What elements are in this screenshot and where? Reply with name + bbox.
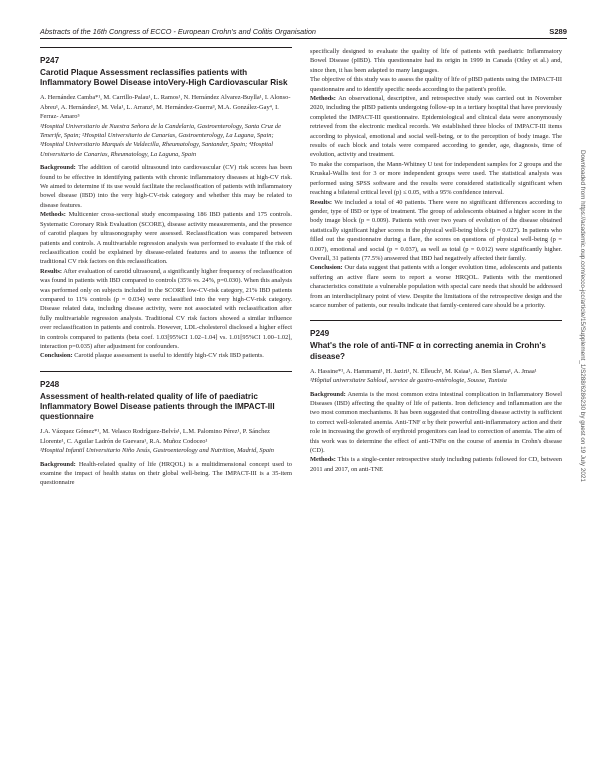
background-paragraph xyxy=(40,163,292,210)
objective-paragraph: The objective of this study was to assess the quality of life of pIBD patients using the IMPACT-III questionnaire and to identify specific needs according to the patient's profile. xyxy=(310,76,562,93)
section-text: Health-related quality of life (HRQOL) is a multidimensional concept used to examine the impact of health status on their global well-being. The IMPACT-III is a 35-item questionnaire xyxy=(40,460,292,487)
section-text: Carotid plaque assessment is useful to identify high-CV risk IBD patients. xyxy=(74,352,264,360)
conclusion-paragraph xyxy=(310,263,562,310)
affiliations: ¹Hospital Infantil Universitario Niño Jesús, Gastroenterology and Nutrition, Madrid, Spain xyxy=(40,447,274,455)
methods-paragraph xyxy=(40,210,292,266)
affiliations: ¹Hospital Universitario de Nuestra Señora de la Candelaria, Gastroenterology, Santa Cruz de Tenerife, Spain; ²Hospital Universitario de Canarias, Gastroenterology, La Laguna, Spain; ³Hospital Universitario Marqués de Valdecilla, Rheumatology, Santander, Spain; ⁴Hospital Universitario de Canarias, Rheumatology, La Laguna, Spain xyxy=(40,122,281,158)
background-paragraph xyxy=(40,460,292,488)
author-list: A. Hernández Camba*¹, M. Carrillo-Palau¹, L. Ramos¹, N. Hernández Alvarez-Buylla¹, I. Alonso-Abreu¹, A. Hernández², M. Vela¹, L. Arranz¹, M. Hernández-Guerra³, M.A. González-Gay⁴, I. Ferraz- Amaro⁵ xyxy=(40,94,291,121)
section-label: Results: xyxy=(40,267,63,275)
section-text: The addition of carotid ultrasound into cardiovascular (CV) risk scores has been found to be effective in identifying patients with chronic inflammatory diseases at high-CV risk. We aimed to determine if its use would facilitate the reclassification of patients with inflammatory bowel disease (IBD) into the very high-CV-risk category and whether this may be related to disease features. xyxy=(40,164,292,209)
section-label: Methods: xyxy=(310,456,336,464)
abstract-id: P247 xyxy=(40,56,60,65)
background-paragraph xyxy=(310,390,562,456)
section-label: Results: xyxy=(310,198,333,206)
section-text: We included a total of 40 patients. There were no significant differences according to gender, type of IBD or type of treatment. The group of adolescents obtained a higher score in the body image block (p = 0.009). Patients with over two years of evolution of the disease obtained statistically significant higher scores in the physical well-being block (p = 0.027). In patients who filled out the questionnaire during a flare, the scores on questions of physical well-being (p = 0.007), emotional and social (p = 0.037), as well as total (p = 0.012) were significantly higher. Overall, 31 patients (77.5%) answered that IBD had negatively affected their family. xyxy=(310,198,563,262)
section-label: Methods: xyxy=(310,95,336,103)
affiliations: ¹Hôpital universitaire Sahloul, service de gastro-entérologie, Sousse, Tunisia xyxy=(310,377,507,385)
abstract-title: Carotid Plaque Assessment reclassifies patients with Inflammatory Bowel Disease intoVery-High Cardiovascular Risk xyxy=(40,68,288,88)
header-rule xyxy=(40,38,567,39)
section-label: Background: xyxy=(40,164,76,172)
abstract-id: P248 xyxy=(40,379,60,389)
methods-paragraph-2: To make the comparison, the Mann-Whitney U test for independent samples for 2 groups and the Kruskal-Wallis test for 3 or more independent groups were used. The statistical analysis was performed using SPSS software and the results were considered statistically significant when reaching a bilateral critical level (p) ≤ 0.05, with a 95% confidence interval. xyxy=(310,160,562,197)
abstract-p249 xyxy=(310,320,562,474)
abstract-title: Assessment of health-related quality of life of paediatric Inflammatory Bowel Disease patients through the IMPACT-III questionnaire xyxy=(40,391,275,422)
left-column xyxy=(40,47,292,488)
section-text: This is a single-center retrospective study including patients followed for CD, between 2011 and 2017, on anti-TNE xyxy=(310,456,562,473)
methods-paragraph xyxy=(310,94,562,160)
right-column xyxy=(310,47,562,474)
section-text: Multicenter cross-sectional study encompassing 186 IBD patients and 175 controls. Systematic Coronary Risk Evaluation (SCORE), disease activity measurements, and the presence of carotid plaques by ultrasonography were assessed. Reclassification was compared between patients and controls. A multivariable regression analysis was performed to evaluate if the risk of reclassification could be explained by disease-related features and to assess the influence of traditional CV risk factors on this reclassification. xyxy=(40,211,292,266)
spacer xyxy=(40,361,292,371)
abstract-p248 xyxy=(40,371,292,488)
running-head xyxy=(40,27,567,36)
journal-name: Abstracts of the 16th Congress of ECCO - European Crohn's and Colitis Organisation xyxy=(40,27,316,36)
download-notice: Downloaded from https://academic.oup.com/ecco-jcc/article/15/Supplement_1/S288/6286230 by guest on 19 July 2021 xyxy=(579,150,586,482)
section-label: Background: xyxy=(40,460,76,468)
author-list: J.A. Vázquez Gómez*¹, M. Velasco Rodríguez-Belvís¹, L.M. Palomino Pérez¹, P. Sánchez Llorente¹, C. Aguilar Ladrón de Guevara¹, R.A. Muñoz Codoceo¹ xyxy=(40,428,271,445)
section-label: Methods: xyxy=(40,211,66,219)
methods-paragraph xyxy=(310,455,562,474)
section-text: After evaluation of carotid ultrasound, a significantly higher frequency of reclassification was found in patients with IBD compared to controls (35% vs. 24%, p=0.030). When this analysis was performed only on subjects included in the SCORE low-CV-risk category, 21% IBD patients compared to 11% controls (p = 0.034) were reclassified into the very high-CV-risk category. Disease related data, including disease activity, were not associated with reclassification after fully multivariable regression analysis. Traditional CV risk factors showed a similar influence over reclassification in patients and controls. However, LDL-cholesterol disclosed a higher effect in controls compared to patients (beta coef. 1.03[95%CI 1.02–1.04] vs. 1.01[95%CI 1.00–1.02], interaction p=0.035) after adjustment for confounders. xyxy=(40,267,292,350)
section-text: Our data suggest that patients with a longer evolution time, adolescents and patients suffering an active flare seem to report a worse HRQOL. Patients with the mentioned characteristics constitute a vulnerable population with special care needs that should be addressed from an interdisciplinary point of view. Despite the limitations of the retrospective design and the scarce number of patients, our results indicate that family-centered care should be a priority. xyxy=(310,264,562,309)
conclusion-paragraph xyxy=(40,351,292,360)
background-continued: specifically designed to evaluate the quality of life of patients with paediatric Inflammatory Bowel Disease (pIBD). This questionnaire had its origin in 1999 in Canada (Otley et al.) and, since then, it has been adapted to many languages. xyxy=(310,48,562,74)
author-list: A. Hassine*¹, A. Hammami¹, H. Jaziri¹, N. Elleuch¹, M. Ksiaa¹, A. Ben Slama¹, A. Jmaa¹ xyxy=(310,367,537,375)
page-number: S289 xyxy=(549,27,567,36)
section-label: Background: xyxy=(310,390,346,398)
abstract-id: P249 xyxy=(310,329,330,339)
section-text: An observational, descriptive, and retrospective study was carried out in November 2020, including the pIBD patients undergoing follow-up in a tertiary hospital that have previously completed the IMPACT-III questionnaire. Epidemiological and clinical data were anonymously retrieved from the electronic medical records. We established three blocks of IMPACT-III items according to physical, emotional and social well-being, or to the perception of body image. The results of each block and totals were compared according to gender, age, diagnosis, time of evolution, activity and treatment. xyxy=(310,95,562,159)
section-text: Anemia is the most common extra intestinal complication in Inflammatory Bowel Diseases (IBD) affecting the quality of life of patients. Iron deficiency and inflammation are the two most common mechanisms. It has been suggested that controlling disease activity is sufficient to correct well-tolerated anemia. Anti-TNF α by their powerful anti-inflammatory action and their role in increasing the growth of erythroid progenitors can lead to correction of anemia. The aim of this work was to determine the effect of anti-TNFα on the course of anemia in Crohn's disease (CD). xyxy=(310,390,562,455)
results-paragraph xyxy=(40,267,292,352)
section-label: Conclusion: xyxy=(310,264,343,272)
results-paragraph xyxy=(310,198,562,264)
spacer xyxy=(310,310,562,320)
section-label: Conclusion: xyxy=(40,352,73,360)
abstract-p247 xyxy=(40,47,292,361)
abstract-title: What's the role of anti-TNF α in correcting anemia in Crohn's disease? xyxy=(310,341,546,361)
